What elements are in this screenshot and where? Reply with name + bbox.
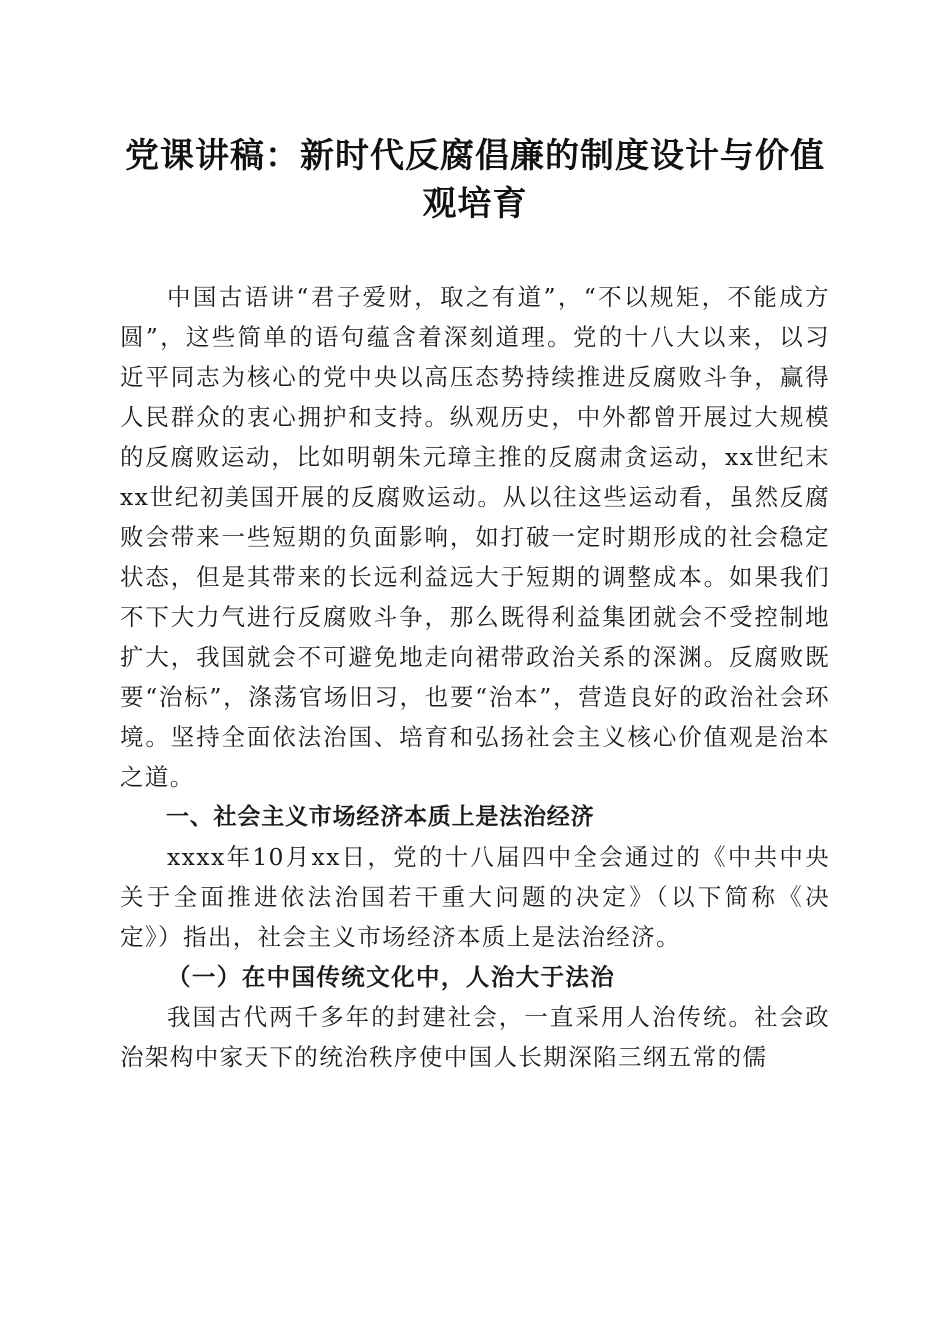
intro-paragraph: 中国古语讲“君子爱财，取之有道”，“不以规矩，不能成方圆”，这些简单的语句蕴含着深刻道理。党的十八大以来，以习近平同志为核心的党中央以高压态势持续推进反腐败斗争，赢得人民群众的衷心拥护和支持。纵观历史，中外都曾开展过大规模的反腐败运动，比如明朝朱元璋主推的反腐肃贪运动，xx世纪末xx世纪初美国开展的反腐败运动。从以往这些运动看，虽然反腐败会带来一些短期的负面影响，如打破一定时期形成的社会稳定状态，但是其带来的长远利益远大于短期的调整成本。如果我们不下大力气进行反腐败斗争，那么既得利益集团就会不受控制地扩大，我国就会不可避免地走向裙带政治关系的深渊。反腐败既要“治标”，涤荡官场旧习，也要“治本”，营造良好的政治社会环境。坚持全面依法治国、培育和弘扬社会主义核心价值观是治本之道。 (120, 283, 830, 791)
section-1-heading: 一、社会主义市场经济本质上是法治经济 (166, 804, 595, 830)
page-title: 党课讲稿：新时代反腐倡廉的制度设计与价值观培育 (125, 136, 825, 224)
document-body (120, 277, 830, 1077)
subsection-1-heading: （一）在中国传统文化中，人治大于法治 (167, 963, 616, 991)
section-1-paragraph: xxxx年10月xx日，党的十八届四中全会通过的《中共中央关于全面推进依法治国若干重大问题的决定》（以下简称《决定》）指出，社会主义市场经济本质上是法治经济。 (120, 843, 830, 951)
subsection-1-paragraph: 我国古代两千多年的封建社会，一直采用人治传统。社会政治架构中家天下的统治秩序使中国人长期深陷三纲五常的儒 (120, 1003, 830, 1071)
